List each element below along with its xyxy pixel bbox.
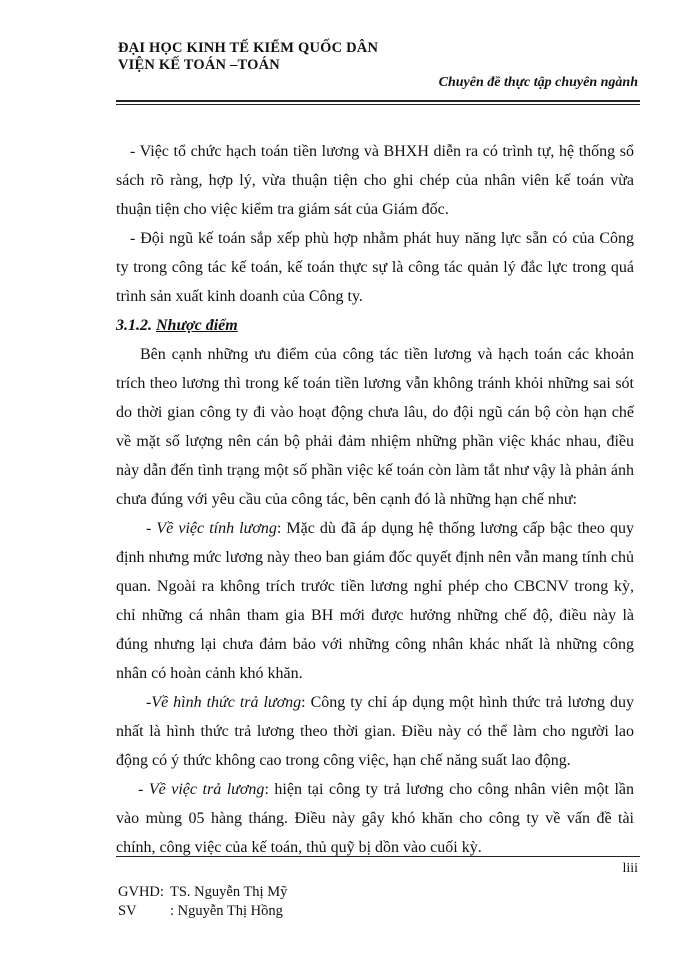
section-heading <box>116 311 634 340</box>
paragraph-5 <box>116 688 634 775</box>
paragraph-1: - Việc tổ chức hạch toán tiền lương và BHXH diễn ra có trình tự, hệ thống sổ sách rõ ràng, hợp lý, vừa thuận tiện cho ghi chép của nhân viên kế toán vừa thuận tiện cho việc kiểm tra giám sát của Giám đốc. <box>116 143 634 218</box>
paragraph-4-text: : Mặc dù đã áp dụng hệ thống lương cấp bậc theo quy định nhưng mức lương này theo ban giám đốc quyết định nên vẫn mang tính chủ quan. Ngoài ra không trích trước tiền lương nghỉ phép cho CBCNV trong kỳ, chỉ những cá nhân tham gia BH mới được hưởng những chế độ, điều này là đúng nhưng lại chưa đảm bảo với những công nhân khác nhất là những công nhân có hoàn cảnh khó khăn. <box>116 520 634 682</box>
paragraph-4-lead: - Về việc tính lương <box>146 520 277 537</box>
paragraph-6-lead: - Về việc trả lương <box>138 781 265 798</box>
section-number: 3.1.2. <box>116 317 152 334</box>
paragraph-2: - Đội ngũ kế toán sắp xếp phù hợp nhằm phát huy năng lực sẵn có của Công ty trong công tác kế toán, kế toán thực sự là công tác quản lý đắc lực trong quá trình sản xuất kinh doanh của Công ty. <box>116 230 634 305</box>
advisor-name: TS. Nguyễn Thị Mỹ <box>170 884 288 900</box>
header-doc-type: Chuyên đề thực tập chuyên ngành <box>438 75 638 90</box>
header-institute: VIỆN KẾ TOÁN –TOÁN <box>118 57 280 73</box>
student-label: SV <box>118 903 137 919</box>
paragraph-5-text: : Công ty chỉ áp dụng một hình thức trả lương duy nhất là hình thức trả lương theo thời gian. Điều này có thể làm cho người lao động có ý thức không cao trong công việc, hạn chế năng suất lao động. <box>116 694 635 769</box>
paragraph-6 <box>116 775 634 862</box>
header-university: ĐẠI HỌC KINH TẾ KIỂM QUỐC DÂN <box>118 40 379 56</box>
section-title: Nhược điểm <box>156 317 238 334</box>
advisor-label: GVHD: <box>118 884 164 900</box>
paragraph-5-lead: -Về hình thức trả lương <box>146 694 302 711</box>
header-divider-thick <box>116 100 640 102</box>
page-number: liii <box>622 861 638 876</box>
footer-student <box>118 903 283 920</box>
footer-advisor <box>118 884 287 901</box>
paragraph-3: Bên cạnh những ưu điểm của công tác tiền lương và hạch toán các khoản trích theo lương thì trong kế toán tiền lương vẫn không tránh khỏi những sai sót do thời gian công ty đi vào hoạt động chưa lâu, do đội ngũ cán bộ còn hạn chế về mặt số lượng nên cán bộ phải đảm nhiệm những phần việc khác nhau, điều này dẫn đến tình trạng một số phần việc kế toán còn làm tắt như vậy là phản ánh chưa đúng với yêu cầu của công tác, bên cạnh đó là những hạn chế như: <box>116 346 634 508</box>
header-divider-thin <box>116 104 640 105</box>
document-body <box>116 137 634 862</box>
student-name: : Nguyễn Thị Hồng <box>170 903 283 919</box>
footer-divider <box>116 856 640 857</box>
paragraph-4 <box>116 514 634 688</box>
paragraph-6-text: : hiện tại công ty trả lương cho công nhân viên một lần vào mùng 05 hàng tháng. Điều này gây khó khăn cho công ty về vấn đề tài chính, công việc của kế toán, thủ quỹ bị dồn vào cuối kỳ. <box>116 781 634 856</box>
